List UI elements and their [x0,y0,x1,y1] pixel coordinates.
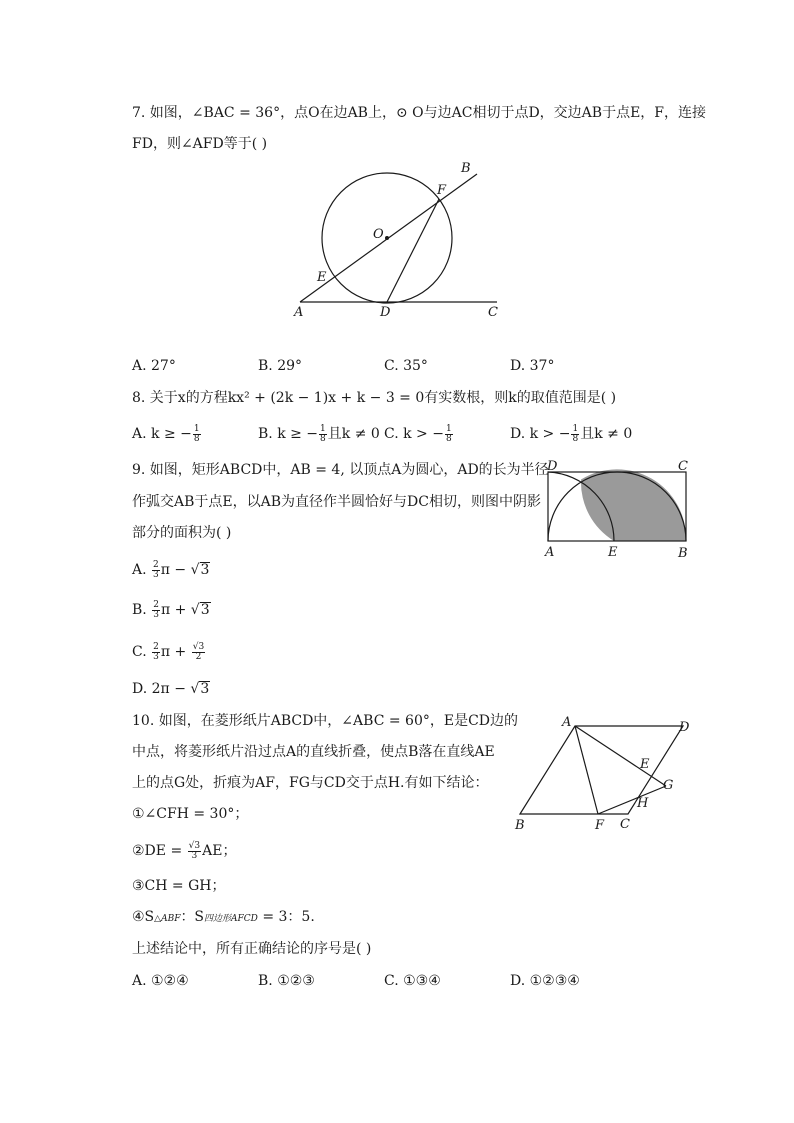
q9-option-a-pi: π − [160,562,187,578]
q10-conclusion-2-fraction: $\frac{√3}{3}$ [188,840,201,861]
q10-conclusion-4: ④S△ABF：S四边形AFCD = 3：5. [132,909,315,925]
q7-stem-line1: 7. 如图，∠BAC = 36°，点O在边AB上，⊙ O与边AC相切于点D，交边AB于点E，F，连接 [132,105,707,121]
q8-option-d[interactable] [510,424,632,444]
q9-option-c-fraction: $\frac{2}{3}$ [153,641,159,662]
q7-option-c[interactable]: C. 35° [384,358,428,374]
q10-label-d: D [679,720,690,735]
q10-conclusion-2-prefix: ②DE = [132,843,187,859]
q8-option-b-text: B. k ≥ − [258,426,319,442]
q10-label-f: F [595,818,605,833]
q8-option-b[interactable] [258,424,380,444]
q10-stem-line1: 10. 如图，在菱形纸片ABCD中，∠ABC = 60°，E是CD边的 [132,713,519,729]
q9-option-b-pi: π + [160,602,187,618]
q10-option-b[interactable]: B. ①②③ [258,973,315,989]
q7-label-d: D [380,305,391,320]
q10-rhombus [520,726,683,814]
q10-label-h: H [637,796,649,811]
q7-option-d[interactable]: D. 37° [510,358,555,374]
q9-label-e: E [608,545,618,560]
q9-shaded-region [581,469,686,541]
q9-stem-line3: 部分的面积为( ) [132,525,232,541]
q9-label-a: A [545,545,555,560]
q8-option-c-fraction: $\frac{1}{8}$ [445,423,452,444]
q10-conclusion-3: ③CH = GH； [132,878,226,894]
q8-option-c[interactable] [384,424,454,444]
q9-option-b-label: B. [132,602,147,618]
q10-option-d[interactable]: D. ①②③④ [510,973,580,989]
q7-line-fd [387,199,439,302]
q8-stem: 8. 关于x的方程kx² + (2k − 1)x + k − 3 = 0有实数根，则k的取值范围是( ) [132,390,617,406]
q7-figure [285,152,510,322]
q9-option-a-sqrt: 3 [200,562,210,578]
q7-option-b[interactable]: B. 29° [258,358,303,374]
q9-option-d[interactable]: D. 2π − √3 [132,681,210,697]
q9-option-b-sqrt: 3 [200,602,210,618]
q9-option-a-fraction: $\frac{2}{3}$ [153,559,159,580]
q10-conclusion-2 [132,841,236,861]
q10-conclusion-2-suffix: AE； [202,843,237,859]
q9-option-a[interactable]: A. $\frac{2}{3}$ π − √3 [132,559,210,580]
q9-label-d: D [547,459,558,474]
q8-option-d-suffix: 且k ≠ 0 [580,426,633,442]
q8-option-c-text: C. k > − [384,426,444,442]
q7-label-e: E [317,270,327,285]
q9-label-c: C [678,459,688,474]
q10-label-b: B [515,818,525,833]
q9-option-a-label: A. [132,562,147,578]
q9-option-c[interactable] [132,642,206,662]
q10-option-c[interactable]: C. ①③④ [384,973,441,989]
q10-figure [508,708,708,838]
q8-option-b-fraction: $\frac{1}{8}$ [320,423,326,444]
q9-stem-line1: 9. 如图，矩形ABCD中，AB = 4, 以顶点A为圆心，AD的长为半径 [132,462,549,478]
q10-conclusion-4-sub1: △ABF [154,914,181,924]
q7-label-f: F [437,183,447,198]
q8-option-b-suffix: 且k ≠ 0 [327,426,380,442]
q9-stem-line2: 作弧交AB于点E，以AB为直径作半圆恰好与DC相切，则图中阴影 [132,494,541,510]
q9-option-d-sqrt: 3 [200,681,210,697]
q9-option-b-fraction: $\frac{2}{3}$ [153,599,159,620]
q10-label-e: E [640,757,650,772]
q10-conclusion-1: ①∠CFH = 30°； [132,806,249,822]
q10-label-a: A [562,715,572,730]
q7-stem-line2: FD，则∠AFD等于( ) [132,136,268,152]
q9-label-b: B [678,546,688,561]
q10-label-c: C [620,817,630,832]
q9-figure [540,458,700,563]
q8-option-a[interactable] [132,424,202,444]
q7-label-c: C [488,305,498,320]
q8-option-a-text: A. k ≥ − [132,426,192,442]
q10-label-g: G [663,778,674,793]
q10-conclusion-4-sub2: 四边形AFCD [204,914,258,924]
q7-label-o: O [373,227,384,242]
q10-line-fg [598,786,666,814]
q7-label-a: A [294,305,304,320]
q8-option-d-text: D. k > − [510,426,571,442]
q9-option-d-label: D. [132,681,148,697]
q8-option-a-fraction: $\frac{1}{8}$ [193,423,200,444]
q9-option-b[interactable]: B. $\frac{2}{3}$ π + √3 [132,599,210,620]
q10-option-a[interactable]: A. ①②④ [132,973,189,989]
q7-label-b: B [461,161,471,176]
q9-option-c-pi: π + [160,644,187,660]
q7-option-a[interactable]: A. 27° [132,358,176,374]
q9-option-c-label: C. [132,644,147,660]
q10-stem-line2: 中点，将菱形纸片沿过点A的直线折叠，使点B落在直线AE [132,744,495,760]
q10-stem-line3: 上的点G处，折痕为AF，FG与CD交于点H.有如下结论： [132,775,489,791]
q10-question: 上述结论中，所有正确结论的序号是( ) [132,941,372,957]
q9-option-c-sqrt-fraction: $\frac{√3}{2}$ [192,641,205,662]
q7-center-dot [385,236,389,240]
q8-option-d-fraction: $\frac{1}{8}$ [572,423,579,444]
q9-option-d-text: 2π − [151,681,186,697]
